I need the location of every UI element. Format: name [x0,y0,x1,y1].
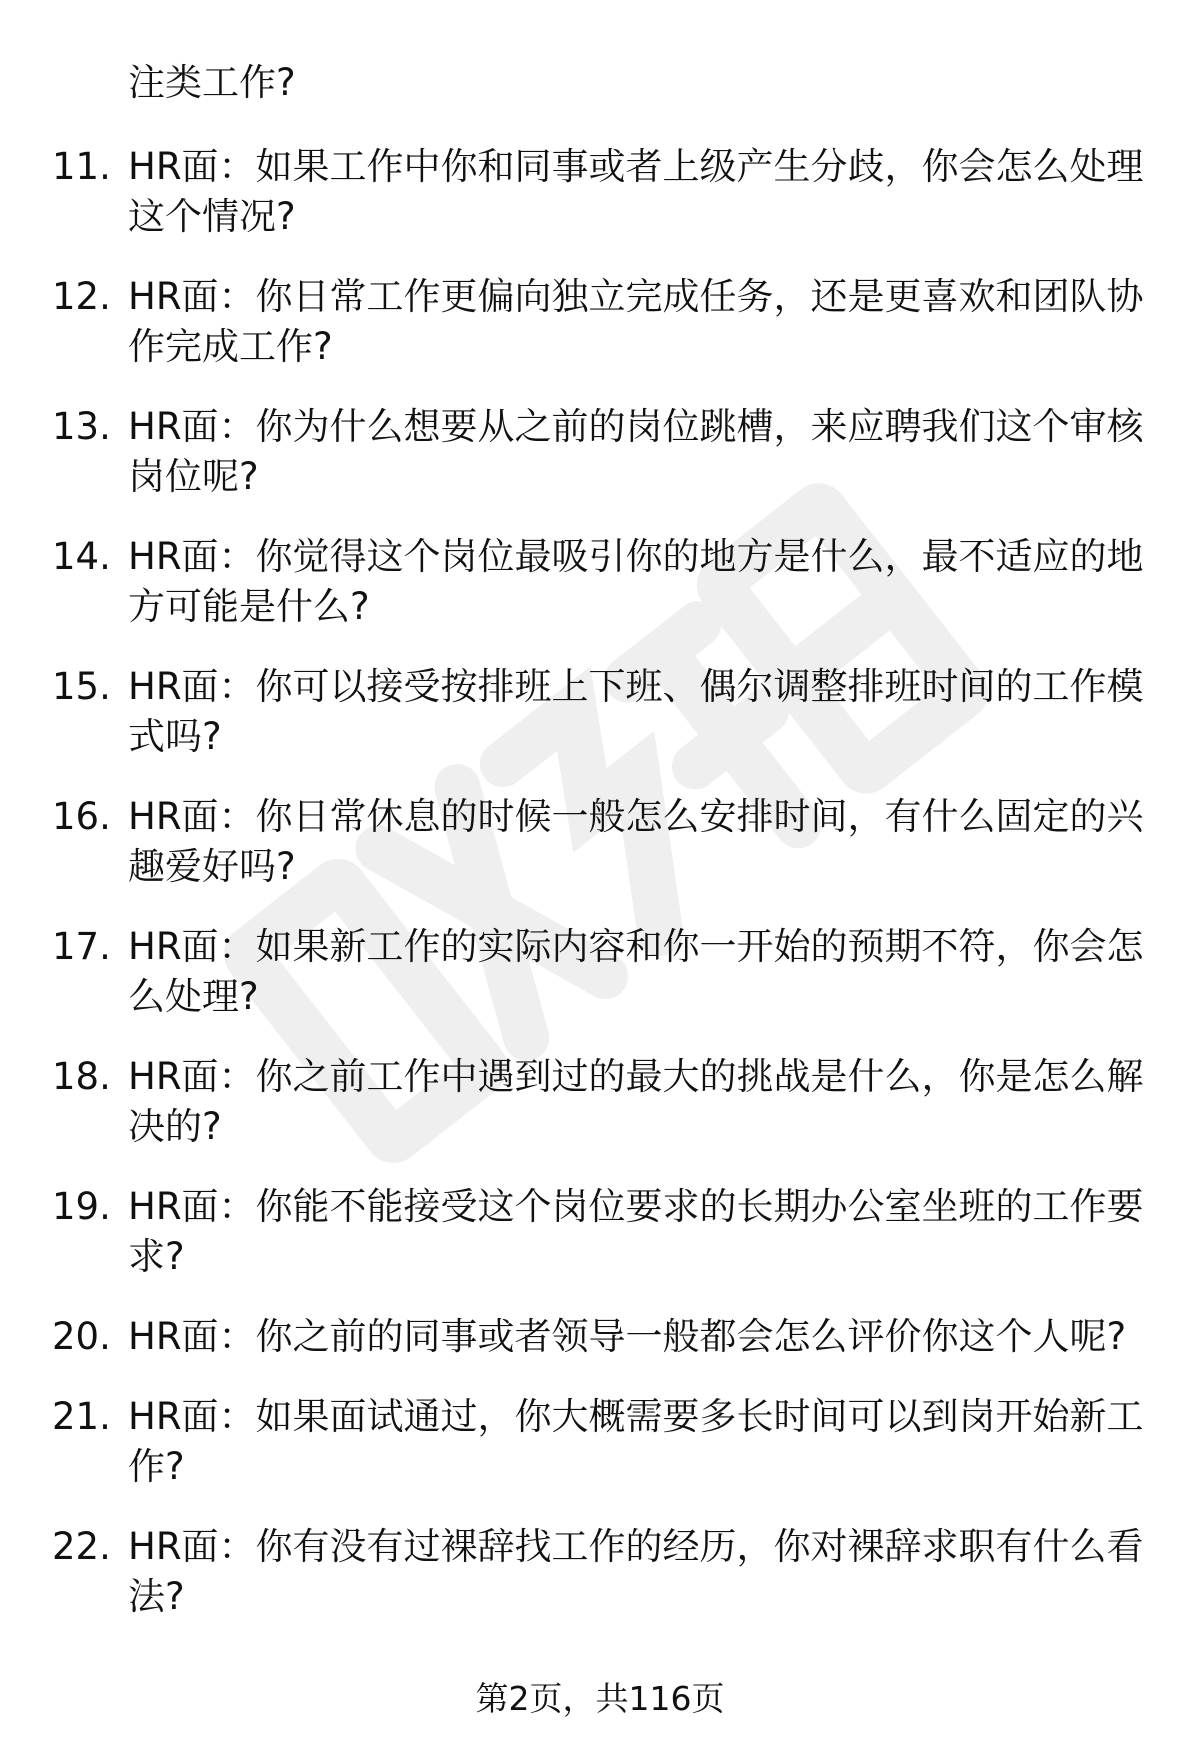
list-item [0,792,1200,892]
list-item [0,922,1200,1022]
list-item [0,142,1200,242]
question-number: 15. [52,665,111,708]
question-number: 17. [52,925,111,968]
question-number: 18. [52,1055,111,1098]
question-text: HR面：你之前工作中遇到过的最大的挑战是什么，你是怎么解决的? [128,1055,1144,1148]
question-number: 20. [52,1315,111,1358]
list-item [0,402,1200,502]
list-item [0,1392,1200,1492]
question-number: 19. [52,1185,111,1228]
list-item [0,1522,1200,1622]
question-text: HR面：你日常工作更偏向独立完成任务，还是更喜欢和团队协作完成工作? [128,275,1144,368]
continuation-text: 注类工作? [128,61,296,104]
question-text: HR面：你日常休息的时候一般怎么安排时间，有什么固定的兴趣爱好吗? [128,795,1144,888]
question-text: HR面：如果工作中你和同事或者上级产生分歧，你会怎么处理这个情况? [128,145,1144,238]
question-text: HR面：你为什么想要从之前的岗位跳槽，来应聘我们这个审核岗位呢? [128,405,1144,498]
question-number: 12. [52,275,111,318]
question-number: 21. [52,1395,111,1438]
question-text: HR面：你觉得这个岗位最吸引你的地方是什么，最不适应的地方可能是什么? [128,535,1144,628]
question-text: HR面：你有没有过裸辞找工作的经历，你对裸辞求职有什么看法? [128,1525,1144,1618]
question-list [0,142,1200,1652]
list-item [0,1182,1200,1282]
question-text: HR面：你能不能接受这个岗位要求的长期办公室坐班的工作要求? [128,1185,1144,1278]
question-number: 16. [52,795,111,838]
question-number: 13. [52,405,111,448]
question-text: HR面：你可以接受按排班上下班、偶尔调整排班时间的工作模式吗? [128,665,1144,758]
list-item [0,1052,1200,1152]
list-item [0,662,1200,762]
question-number: 22. [52,1525,111,1568]
question-text: HR面：你之前的同事或者领导一般都会怎么评价你这个人呢? [128,1315,1127,1358]
question-text: HR面：如果新工作的实际内容和你一开始的预期不符，你会怎么处理? [128,925,1144,1018]
list-item [0,532,1200,632]
question-number: 14. [52,535,111,578]
question-number: 11. [52,145,111,188]
page-footer: 第2页，共116页 [475,1679,725,1718]
list-item [0,1312,1200,1362]
question-text: HR面：如果面试通过，你大概需要多长时间可以到岗开始新工作? [128,1395,1144,1488]
list-item [0,272,1200,372]
